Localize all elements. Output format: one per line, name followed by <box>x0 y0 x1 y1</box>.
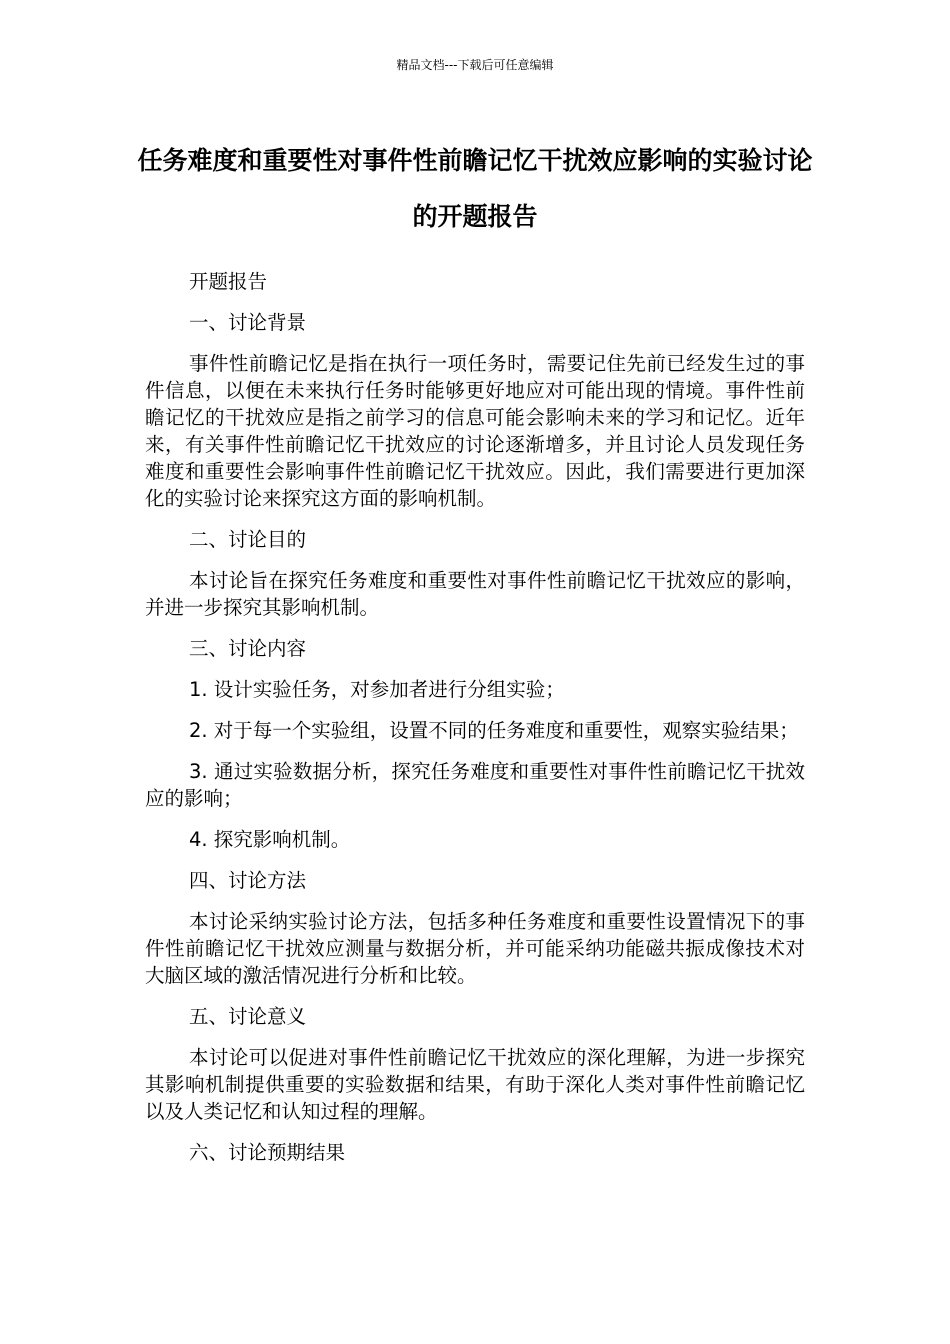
heading-background: 一、讨论背景 <box>189 311 307 334</box>
paragraph-method: 本讨论采纳实验讨论方法，包括多种任务难度和重要性设置情况下的事件性前瞻记忆干扰效应测量与数据分析，并可能采纳功能磁共振成像技术对大脑区域的激活情况进行分析和比较。 <box>145 910 805 987</box>
heading-method: 四、讨论方法 <box>189 869 307 892</box>
list-item: 2. 对于每一个实验组，设置不同的任务难度和重要性，观察实验结果； <box>189 719 799 742</box>
heading-proposal: 开题报告 <box>189 270 268 293</box>
heading-purpose: 二、讨论目的 <box>189 528 307 551</box>
paragraph-background: 事件性前瞻记忆是指在执行一项任务时，需要记住先前已经发生过的事件信息，以便在未来执行任务时能够更好地应对可能出现的情境。事件性前瞻记忆的干扰效应是指之前学习的信息可能会影响未来的学习和记忆。近年来，有关事件性前瞻记忆干扰效应的讨论逐渐增多，并且讨论人员发现任务难度和重要性会影响事件性前瞻记忆干扰效应。因此，我们需要进行更加深化的实验讨论来探究这方面的影响机制。 <box>145 352 805 510</box>
heading-significance: 五、讨论意义 <box>189 1005 307 1028</box>
document-body <box>145 268 805 1180</box>
list-item: 1. 设计实验任务，对参加者进行分组实验； <box>189 678 565 701</box>
list-item: 4. 探究影响机制。 <box>189 828 351 851</box>
heading-content: 三、讨论内容 <box>189 637 307 660</box>
paragraph-significance: 本讨论可以促进对事件性前瞻记忆干扰效应的深化理解，为进一步探究其影响机制提供重要的实验数据和结果，有助于深化人类对事件性前瞻记忆以及人类记忆和认知过程的理解。 <box>145 1046 805 1123</box>
header-note: 精品文档---下载后可任意编辑 <box>396 58 554 72</box>
list-item: 3. 通过实验数据分析，探究任务难度和重要性对事件性前瞻记忆干扰效应的影响； <box>145 760 805 810</box>
heading-expected-results: 六、讨论预期结果 <box>189 1141 346 1164</box>
document-title: 任务难度和重要性对事件性前瞻记忆干扰效应影响的实验讨论的开题报告 <box>137 146 813 231</box>
paragraph-purpose: 本讨论旨在探究任务难度和重要性对事件性前瞻记忆干扰效应的影响，并进一步探究其影响机制。 <box>145 569 805 619</box>
